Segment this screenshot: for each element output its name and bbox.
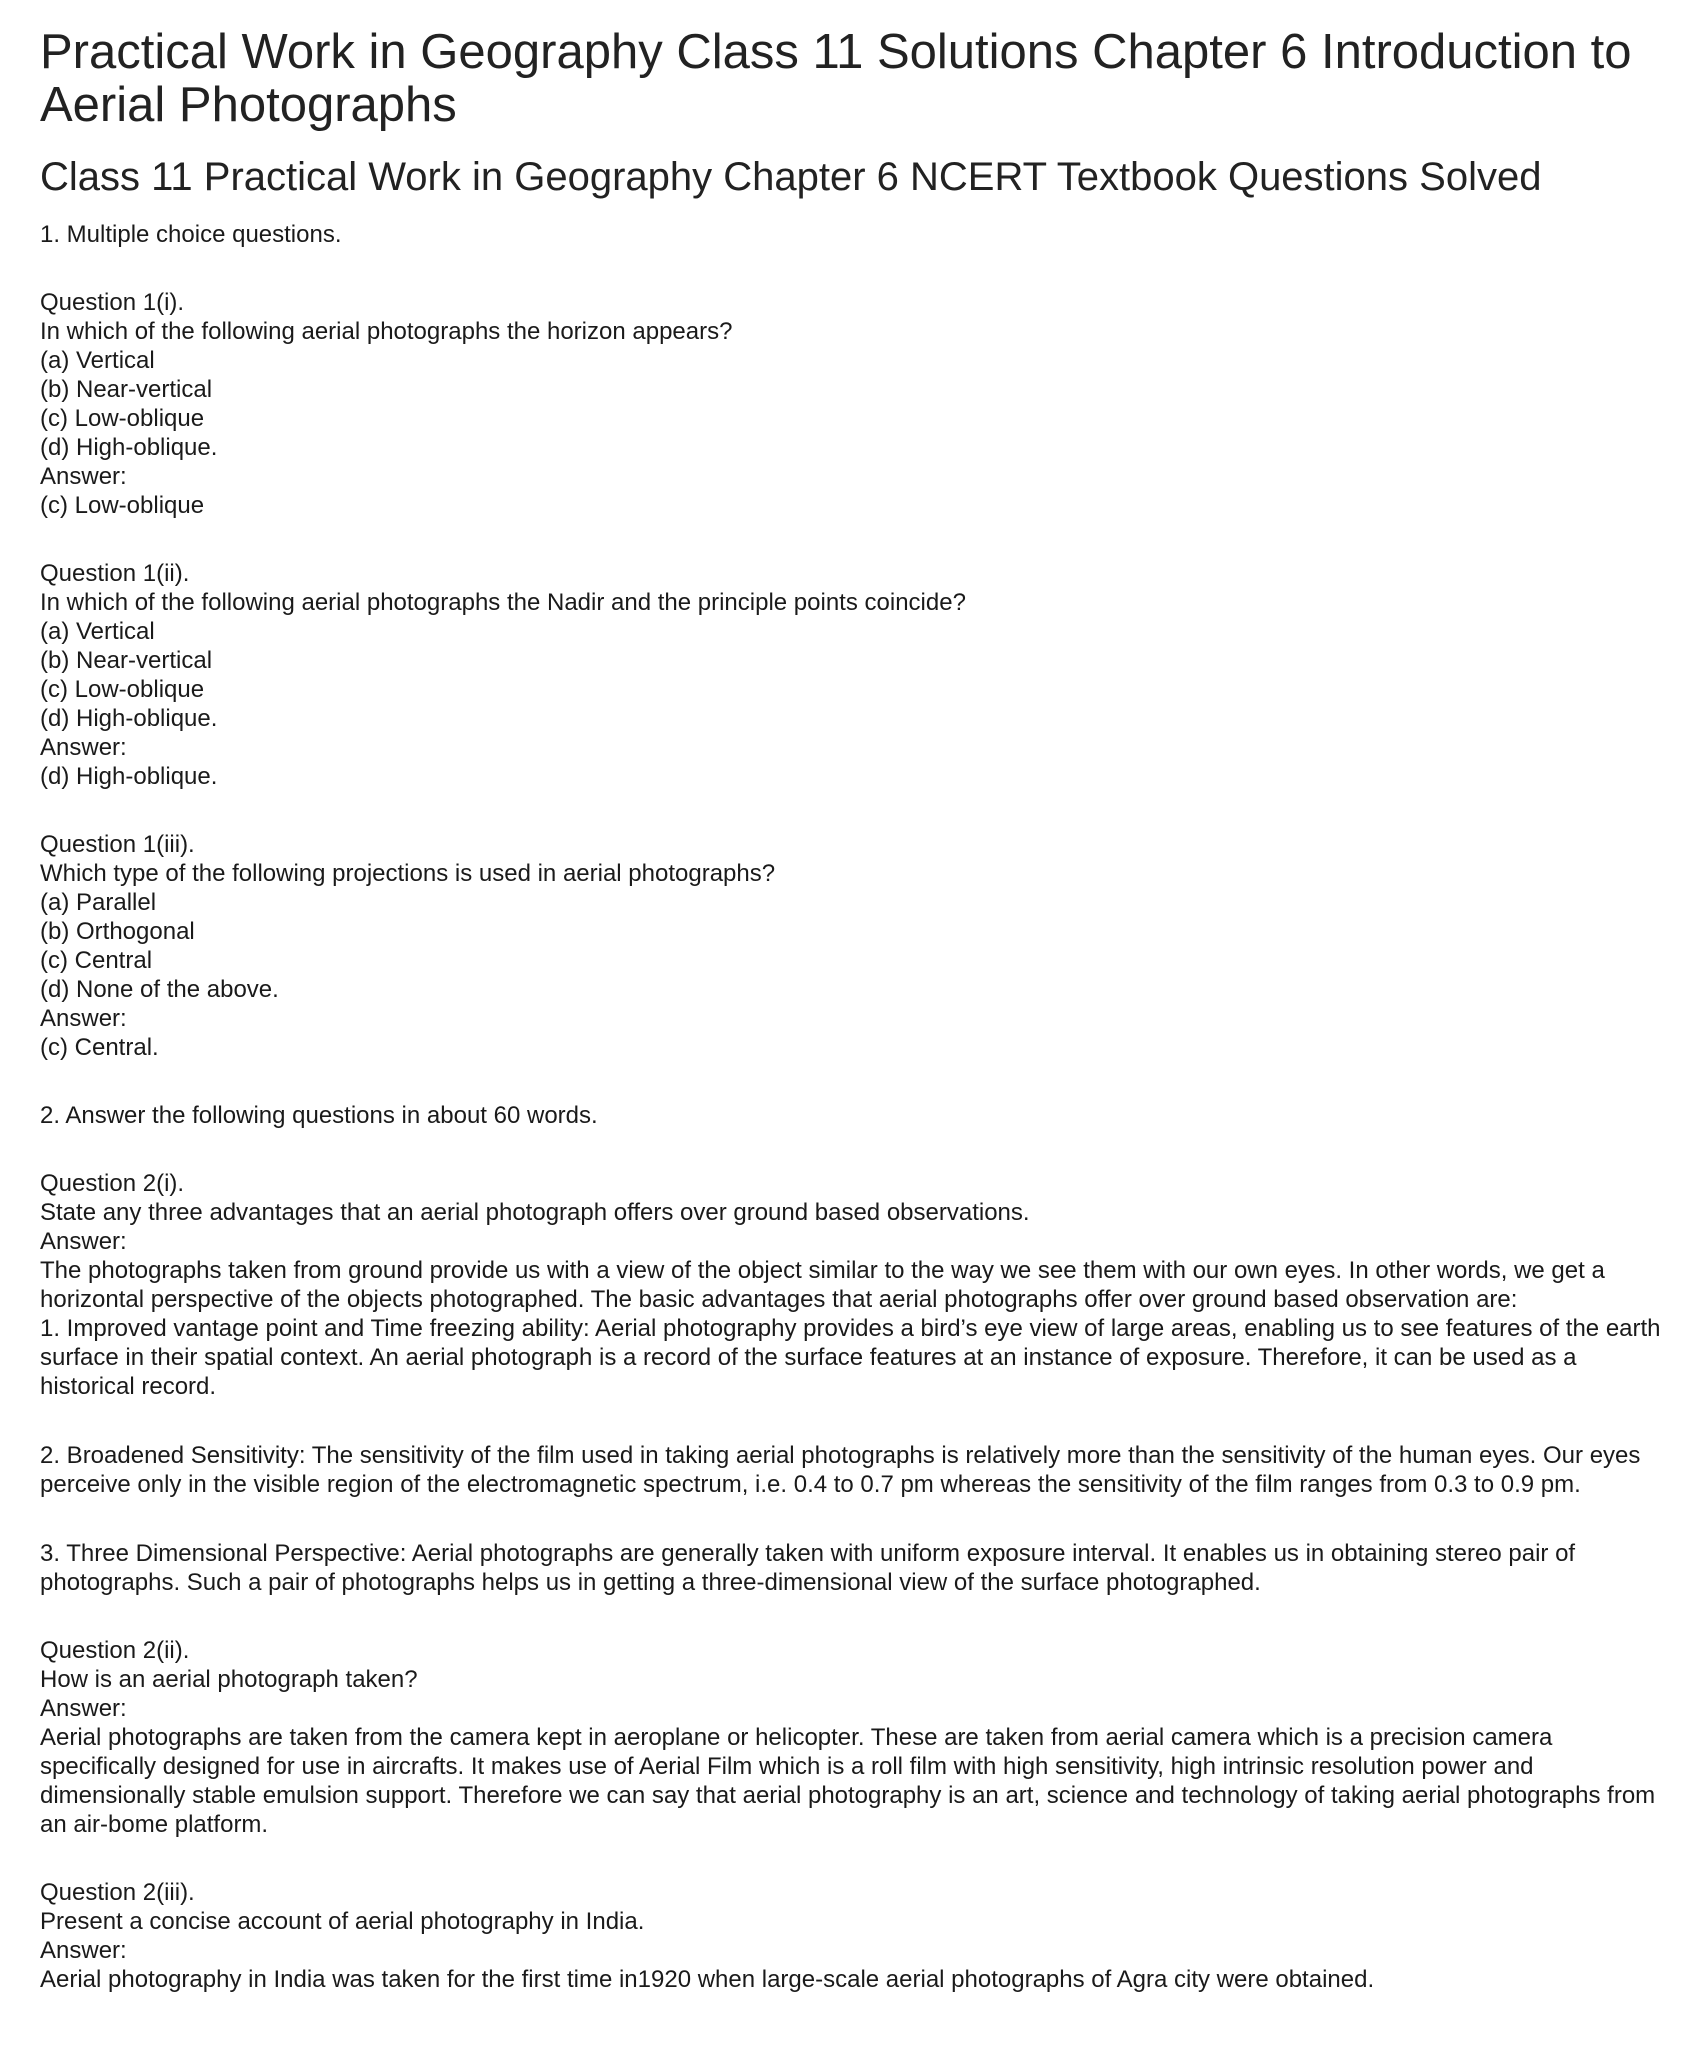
answer-label: Answer: <box>40 1695 127 1722</box>
question-text: State any three advantages that an aerial photograph offers over ground based observations. <box>40 1199 1030 1226</box>
section-2-heading: 2. Answer the following questions in about 60 words. <box>40 1102 598 1129</box>
option-c: (c) Low-oblique <box>40 405 205 432</box>
answer-label: Answer: <box>40 734 127 761</box>
answer-paragraph: 1. Improved vantage point and Time freezing ability: Aerial photography provides a bird’s eye view of large areas, enabling us to see features of the earth surface in their spatial context. An aerial photograph is a record of the surface features at an instance of exposure. Therefore, it can be used as a historical record. <box>40 1315 1661 1400</box>
question-block <box>40 830 1670 1062</box>
option-d: (d) None of the above. <box>40 976 279 1003</box>
question-text: How is an aerial photograph taken? <box>40 1666 418 1693</box>
answer-paragraph: 3. Three Dimensional Perspective: Aerial photographs are generally taken with uniform exposure interval. It enables us in obtaining stereo pair of photographs. Such a pair of photographs helps us in getting a three-dimensional view of the surface photographed. <box>40 1540 1576 1596</box>
page-subtitle: Class 11 Practical Work in Geography Chapter 6 NCERT Textbook Questions Solved <box>40 155 1542 199</box>
question-text: In which of the following aerial photographs the horizon appears? <box>40 318 733 345</box>
question-label: Question 1(iii). <box>40 831 195 858</box>
question-block <box>40 1636 1670 1839</box>
question-text: Which type of the following projections is used in aerial photographs? <box>40 860 776 887</box>
answer-label: Answer: <box>40 1005 127 1032</box>
option-c: (c) Central <box>40 947 153 974</box>
answer-label: Answer: <box>40 1228 127 1255</box>
option-b: (b) Near-vertical <box>40 376 213 403</box>
answer-paragraph: Aerial photography in India was taken for the first time in1920 when large-scale aerial photographs of Agra city were obtained. <box>40 1966 1375 1993</box>
answer-paragraph: The photographs taken from ground provide us with a view of the object similar to the way we see them with our own eyes. In other words, we get a horizontal perspective of the objects photographed. The basic advantages that aerial photographs offer over ground based observation are: <box>40 1257 1605 1313</box>
question-block <box>40 288 1670 520</box>
question-label: Question 2(ii). <box>40 1637 190 1664</box>
question-label: Question 2(iii). <box>40 1879 195 1906</box>
option-b: (b) Orthogonal <box>40 918 195 945</box>
option-a: (a) Vertical <box>40 347 155 374</box>
answer-paragraph: 2. Broadened Sensitivity: The sensitivity of the film used in taking aerial photographs is relatively more than the sensitivity of the human eyes. Our eyes perceive only in the visible region of the electromagnetic spectrum, i.e. 0.4 to 0.7 pm whereas the sensitivity of the film ranges from 0.3 to 0.9 pm. <box>40 1442 1641 1498</box>
question-block <box>40 559 1670 791</box>
question-label: Question 1(ii). <box>40 560 190 587</box>
answer-paragraph: Aerial photographs are taken from the camera kept in aeroplane or helicopter. These are taken from aerial camera which is a precision camera specifically designed for use in aircrafts. It makes use of Aerial Film which is a roll film with high sensitivity, high intrinsic resolution power and dimensionally stable emulsion support. Therefore we can say that aerial photography is an art, science and technology of taking aerial photographs from an air-bome platform. <box>40 1724 1656 1838</box>
option-a: (a) Parallel <box>40 889 157 916</box>
answer-text: (d) High-oblique. <box>40 763 218 790</box>
question-label: Question 2(i). <box>40 1170 185 1197</box>
question-text: In which of the following aerial photographs the Nadir and the principle points coincide? <box>40 589 966 616</box>
option-d: (d) High-oblique. <box>40 705 218 732</box>
page-title: Practical Work in Geography Class 11 Solutions Chapter 6 Introduction to Aerial Photographs <box>40 25 1632 132</box>
answer-text: (c) Low-oblique <box>40 492 205 519</box>
question-label: Question 1(i). <box>40 289 185 316</box>
option-b: (b) Near-vertical <box>40 647 213 674</box>
question-text: Present a concise account of aerial photography in India. <box>40 1908 645 1935</box>
answer-label: Answer: <box>40 1937 127 1964</box>
option-a: (a) Vertical <box>40 618 155 645</box>
option-d: (d) High-oblique. <box>40 434 218 461</box>
section-1-heading: 1. Multiple choice questions. <box>40 221 342 248</box>
question-block <box>40 1169 1670 1597</box>
answer-text: (c) Central. <box>40 1034 159 1061</box>
option-c: (c) Low-oblique <box>40 676 205 703</box>
question-block <box>40 1878 1670 1994</box>
answer-label: Answer: <box>40 463 127 490</box>
